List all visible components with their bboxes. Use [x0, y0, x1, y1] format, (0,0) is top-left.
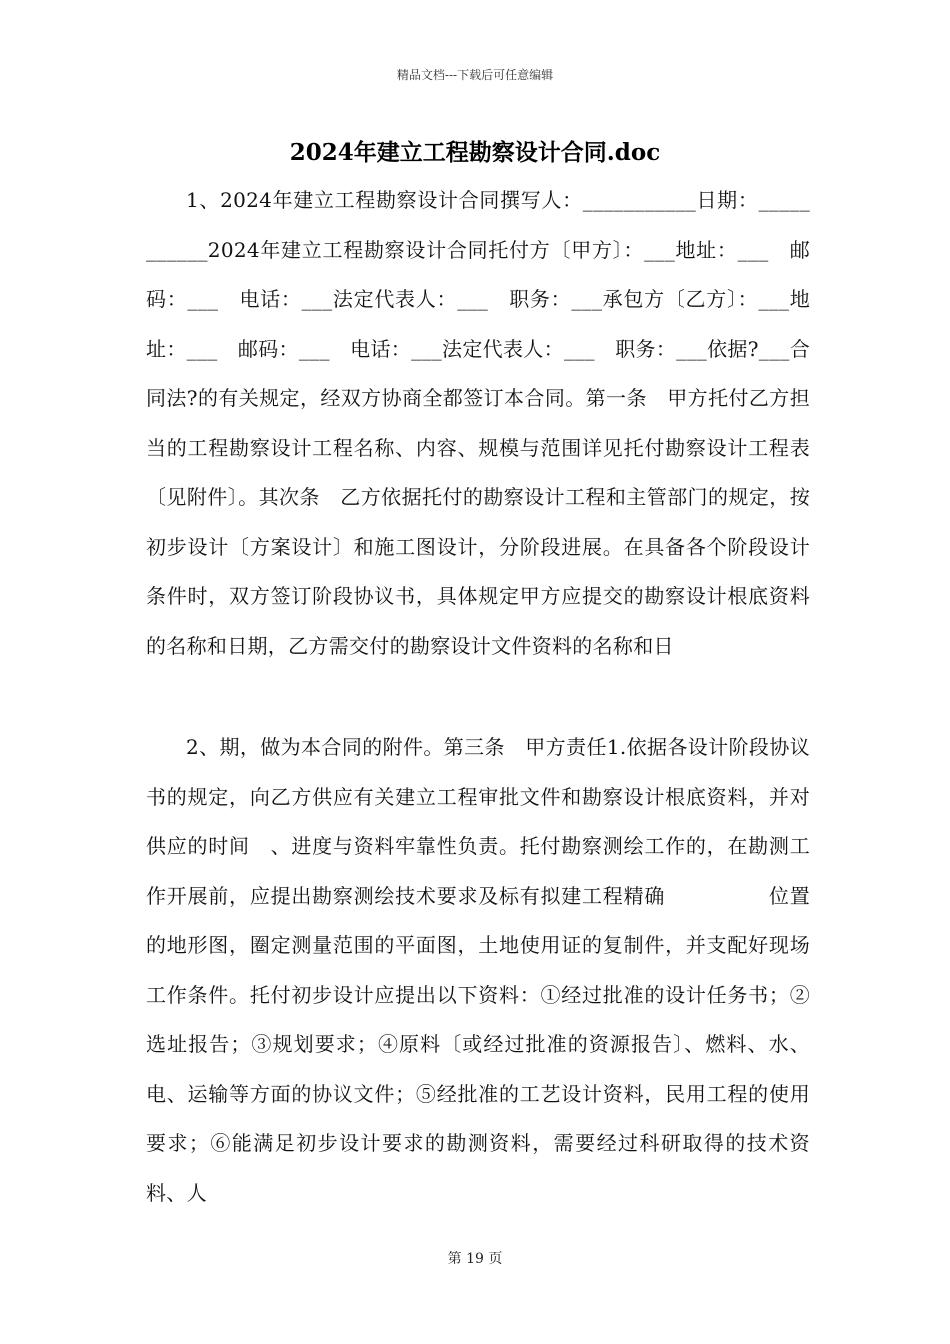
page-number: 第 19 页 [447, 1251, 503, 1267]
paragraph: 1、2024年建立工程勘察设计合同撰写人：___________日期：___________2024年建立工程勘察设计合同托付方〔甲方〕：___地址：___ 邮码：___ 电话：___法定代表人：___ 职务：___承包方〔乙方〕：___地 址：___ 邮码：___ 电话：___法定代表人：___ 职务：___依据?___合同法?的有关规定，经双方协商全都签订本合同。第一条 甲方托付乙方担当的工程勘察设计工程名称、内容、规模与范围详见托付勘察设计工程表〔见附件〕。其次条 乙方依据托付的勘察设计工程和主管部门的规定，按初步设计〔方案设计〕和施工图设计，分阶段进展。在具备各个阶段设计条件时，双方签订阶段协议书，具体规定甲方应提交的勘察设计根底资料的名称和日期，乙方需交付的勘察设计文件资料的名称和日 [146, 188, 831, 658]
document-title: 2024年建立工程勘察设计合同.doc [289, 139, 661, 166]
page-header: 精品文档---下载后可任意编辑 [396, 68, 554, 82]
document-body-section-1 [146, 176, 831, 671]
paragraph: 2、期，做为本合同的附件。第三条 甲方责任1.依据各设计阶段协议书的规定，向乙方供应有关建立工程审批文件和勘察设计根底资料，并对供应的时间 、进度与资料牢靠性负责。托付勘察测绘工作的，在勘测工作开展前，应提出勘察测绘技术要求及标有拟建工程精确 位置的地形图，圈定测量范围的平面图，土地使用证的复制件，并支配好现场工作条件。托付初步设计应提出以下资料：①经过批准的设计任务书；②选址报告；③规划要求；④原料〔或经过批准的资源报告〕、燃料、水、电、运输等方面的协议文件；⑤经批准的工艺设计资料，民用工程的使用要求；⑥能满足初步设计要求的勘测资料，需要经过科研取得的技术资料、人 [146, 735, 810, 1205]
document-body-section-2 [146, 723, 810, 1218]
